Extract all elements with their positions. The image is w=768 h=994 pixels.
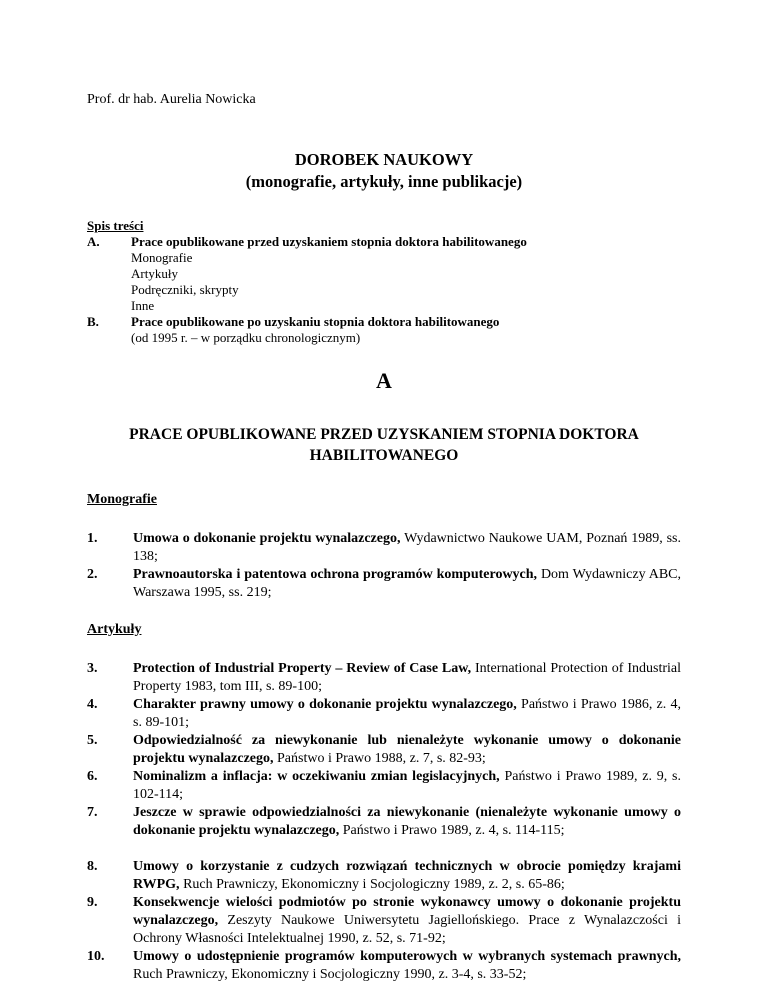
entry-details: Państwo i Prawo 1988, z. 7, s. 82-93; [273,751,486,766]
toc-letter-b: B. [87,314,99,329]
artykuly-heading: Artykuły [87,622,142,637]
entry-title: Umowa o dokonanie projektu wynalazczego, [133,531,401,546]
entry-title: Konsekwencje wielości podmiotów po stronie wykonawcy umowy o dokonanie projektu wynalazczego, [133,895,681,928]
publication-entry [87,696,681,732]
entry-title: Umowy o udostępnienie programów komputerowych w wybranych systemach prawnych, [133,949,681,964]
entry-details: Państwo i Prawo 1986, z. 4, s. 89-101; [133,697,682,730]
toc-subitem-podreczniki: Podręczniki, skrypty [131,282,239,297]
publication-entry [87,894,681,948]
entry-number: 9. [87,895,98,910]
entry-number: 10. [87,949,105,964]
publication-entry [87,948,681,984]
toc-letter-a: A. [87,234,100,249]
entry-details: Dom Wydawniczy ABC, Warszawa 1995, ss. 219; [133,567,681,600]
entry-details: International Protection of Industrial Property 1983, tom III, s. 89-100; [133,661,681,694]
publication-entry [87,660,681,696]
publication-entry [87,804,681,840]
document-subtitle: (monografie, artykuły, inne publikacje) [245,172,523,191]
section-title-line2: HABILITOWANEGO [309,447,459,464]
entry-number: 4. [87,697,98,712]
toc-heading: Spis treści [87,218,144,233]
entry-title: Odpowiedzialność za niewykonanie lub nienależyte wykonanie umowy o dokonanie projektu wynalazczego, [133,733,681,766]
section-title-line1: PRACE OPUBLIKOWANE PRZED UZYSKANIEM STOPNIA DOKTORA [129,426,639,443]
entry-number: 6. [87,769,98,784]
toc-subitem-artykuly: Artykuły [131,266,178,281]
publication-entry [87,530,681,566]
entry-title: Charakter prawny umowy o dokonanie projektu wynalazczego, [133,697,517,712]
toc-title-a: Prace opublikowane przed uzyskaniem stopnia doktora habilitowanego [131,234,527,249]
publication-entry [87,566,681,602]
entry-details: Zeszyty Naukowe Uniwersytetu Jagiellońskiego. Prace z Wynalazczości i Ochrony Własności Intelektualnej 1990, z. 52, s. 71-92; [133,913,681,946]
entry-details: Wydawnictwo Naukowe UAM, Poznań 1989, ss. 138; [133,531,681,564]
monografie-heading: Monografie [87,492,157,507]
entry-details: Państwo i Prawo 1989, z. 9, s. 102-114; [133,769,681,802]
author-name: Prof. dr hab. Aurelia Nowicka [87,92,256,107]
section-letter-a: A [376,368,392,393]
entry-title: Jeszcze w sprawie odpowiedzialności za niewykonanie (nienależyte wykonanie umowy o dokonanie projektu wynalazczego, [133,805,681,838]
entry-title: Prawnoautorska i patentowa ochrona programów komputerowych, [133,567,538,582]
entry-number: 3. [87,661,98,676]
document-title: DOROBEK NAUKOWY [294,150,474,169]
publication-entry [87,858,681,894]
entry-details: Ruch Prawniczy, Ekonomiczny i Socjologiczny 1990, z. 3-4, s. 33-52; [133,967,527,982]
entry-number: 5. [87,733,98,748]
entry-number: 2. [87,567,98,582]
toc-title-b: Prace opublikowane po uzyskaniu stopnia doktora habilitowanego [131,314,500,329]
entry-number: 7. [87,805,98,820]
toc-note-text: (od 1995 r. – w porządku chronologicznym) [131,330,361,345]
entry-title: Umowy o korzystanie z cudzych rozwiązań technicznych w obrocie pomiędzy krajami RWPG, [133,859,681,892]
entry-title: Nominalizm a inflacja: w oczekiwaniu zmian legislacyjnych, [133,769,500,784]
publication-entry [87,768,681,804]
toc-subitem-inne: Inne [131,298,155,313]
entry-title: Protection of Industrial Property – Review of Case Law, [133,661,472,676]
publication-entry [87,732,681,768]
entry-details: Ruch Prawniczy, Ekonomiczny i Socjologiczny 1989, z. 2, s. 65-86; [179,877,565,892]
entry-details: Państwo i Prawo 1989, z. 4, s. 114-115; [339,823,565,838]
entry-number: 1. [87,531,98,546]
entry-number: 8. [87,859,98,874]
toc-subitem-monografie: Monografie [131,250,193,265]
